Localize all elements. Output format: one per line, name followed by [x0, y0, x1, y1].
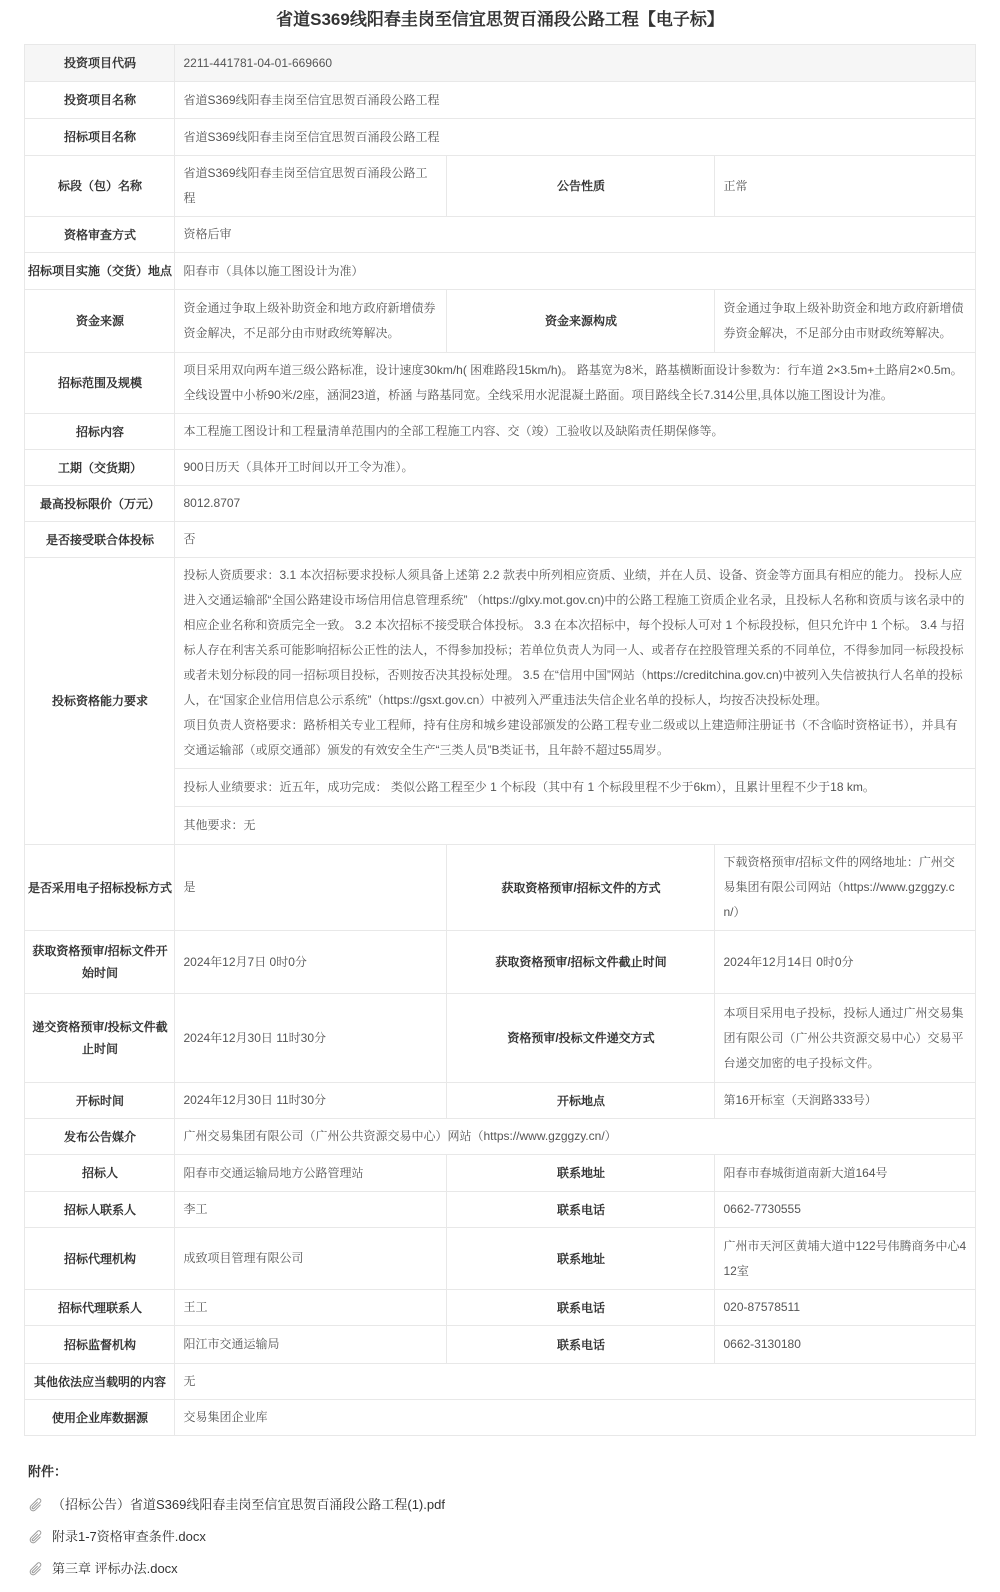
field-label: 投标资格能力要求: [25, 558, 175, 845]
field-label: 发布公告媒介: [25, 1119, 175, 1155]
row-section-name: [25, 156, 975, 217]
field-label: 递交资格预审/投标文件截止时间: [25, 994, 175, 1083]
field-value: 是: [175, 845, 447, 931]
tender-info-table: [24, 44, 975, 1436]
row-funding: [25, 290, 975, 353]
attachment-link[interactable]: 附录1-7资格审查条件.docx: [52, 1529, 206, 1544]
field-value: 900日历天（具体开工时间以开工令为准）。: [175, 450, 975, 486]
field-value: 省道S369线阳春圭岗至信宜思贺百涌段公路工程: [175, 156, 447, 217]
field-label: 标段（包）名称: [25, 156, 175, 217]
field-label: 联系地址: [447, 1228, 715, 1290]
field-label: 招标人: [25, 1155, 175, 1192]
field-value: 无: [175, 1364, 975, 1400]
qualification-paragraph: 项目负责人资格要求：路桥相关专业工程师，持有住房和城乡建设部颁发的公路工程专业二级或以上建造师注册证书（不含临时资格证书），并具有交通运输部（或原交通部）颁发的有效安全生产“三类人员”B类证书，且年龄不超过55周岁。: [183, 718, 958, 757]
field-label: 获取资格预审/招标文件开始时间: [25, 931, 175, 994]
qualification-paragraph: 投标人资质要求：3.1 本次招标要求投标人须具备上述第 2.2 款表中所列相应资质、业绩，并在人员、设备、资金等方面具有相应的能力。 投标人应进入交通运输部“全国公路建设市场信用信息管理系统” （https://glxy.mot.gov.cn)中的公路工程施工资质企业名录，且投标人名称和资质与该名录中的相应企业名称和资质完全一致。 3.2 本次招标不接受联合体投标。 3.3 在本次招标中，每个投标人可对 1 个标段投标，但只允许中 1 个标。 3.4 与招标人存在利害关系可能影响招标公正性的法人，不得参加投标；若单位负责人为同一人、或者存在控股管理关系的不同单位，不得参加同一标段投标或者未划分标段的同一招标项目投标，否则按否决其投标处理。 3.5 在“信用中国”网站（https://creditchina.gov.cn)中被列入失信被执行人名单的投标人，在“国家企业信用信息公示系统”（https://gsxt.gov.cn）中被列入严重违法失信企业名单的投标人，均按否决投标处理。: [183, 568, 965, 707]
field-label: 资金来源构成: [447, 290, 715, 353]
row-tenderer: [25, 1155, 975, 1192]
field-value: 广州市天河区黄埔大道中122号伟腾商务中心412室: [715, 1228, 975, 1290]
field-value: 投标人业绩要求：近五年，成功完成： 类似公路工程至少 1 个标段（其中有 1 个标段里程不少于6km），且累计里程不少于18 km。: [175, 769, 975, 807]
field-label: 联系电话: [447, 1192, 715, 1228]
row-agency: [25, 1228, 975, 1290]
field-value: 阳江市交通运输局: [175, 1326, 447, 1364]
field-label: 使用企业库数据源: [25, 1400, 175, 1436]
row-content: [25, 414, 975, 450]
attachments-section: [28, 1461, 1000, 1578]
row-submit-deadline: [25, 994, 975, 1083]
field-label: 联系电话: [447, 1326, 715, 1364]
field-value: 020-87578511: [715, 1290, 975, 1326]
field-label: 最高投标限价（万元）: [25, 486, 175, 522]
row-opening: [25, 1083, 975, 1119]
field-value: 0662-7730555: [715, 1192, 975, 1228]
field-label: 是否接受联合体投标: [25, 522, 175, 558]
paperclip-icon: [28, 1529, 44, 1545]
attachments-heading: 附件：: [28, 1464, 68, 1479]
field-label: 资金来源: [25, 290, 175, 353]
field-value: 其他要求：无: [175, 807, 975, 845]
field-label: 公告性质: [447, 156, 715, 217]
field-value: [175, 558, 975, 769]
field-label: 是否采用电子招标投标方式: [25, 845, 175, 931]
field-value: 第16开标室（天润路333号）: [715, 1083, 975, 1119]
field-value: 2024年12月30日 11时30分: [175, 1083, 447, 1119]
field-value: 项目采用双向两车道三级公路标准，设计速度30km/h( 困难路段15km/h)。 路基宽为8米，路基横断面设计参数为：行车道 2×3.5m+土路肩2×0.5m。全线设置中小桥90米/2座，涵洞23道，桥涵 与路基同宽。全线采用水泥混凝土路面。项目路线全长7.314公里,具体以施工图设计为准。: [175, 353, 975, 414]
field-label: 招标代理机构: [25, 1228, 175, 1290]
field-label: 招标范围及规模: [25, 353, 175, 414]
field-value: 2024年12月14日 0时0分: [715, 931, 975, 994]
field-value: 阳春市交通运输局地方公路管理站: [175, 1155, 447, 1192]
field-value: 省道S369线阳春圭岗至信宜思贺百涌段公路工程: [175, 119, 975, 156]
field-label: 获取资格预审/招标文件的方式: [447, 845, 715, 931]
field-label: 招标人联系人: [25, 1192, 175, 1228]
row-investment-code: [25, 45, 975, 82]
page-title: 省道S369线阳春圭岗至信宜思贺百涌段公路工程【电子标】: [276, 10, 724, 29]
field-value: 否: [175, 522, 975, 558]
attachment-item[interactable]: [28, 1496, 1000, 1514]
row-db-source: [25, 1400, 975, 1436]
field-value: 成致项目管理有限公司: [175, 1228, 447, 1290]
row-location: [25, 253, 975, 290]
field-value: 广州交易集团有限公司（广州公共资源交易中心）网站（https://www.gzggzy.cn/）: [175, 1119, 975, 1155]
field-label: 联系地址: [447, 1155, 715, 1192]
field-value: 0662-3130180: [715, 1326, 975, 1364]
field-label: 工期（交货期）: [25, 450, 175, 486]
field-value: 交易集团企业库: [175, 1400, 975, 1436]
field-value: 2024年12月7日 0时0分: [175, 931, 447, 994]
row-tenderer-contact: [25, 1192, 975, 1228]
paperclip-icon: [28, 1497, 44, 1513]
attachment-link[interactable]: （招标公告）省道S369线阳春圭岗至信宜思贺百涌段公路工程(1).pdf: [52, 1497, 445, 1512]
field-value: 下载资格预审/招标文件的网络地址：广州交易集团有限公司网站（https://www.gzggzy.cn/）: [715, 845, 975, 931]
row-investment-name: [25, 82, 975, 119]
attachment-item[interactable]: [28, 1560, 1000, 1578]
field-label: 获取资格预审/招标文件截止时间: [447, 931, 715, 994]
field-value: 资格后审: [175, 217, 975, 253]
row-doc-start: [25, 931, 975, 994]
row-consortium: [25, 522, 975, 558]
field-label: 招标内容: [25, 414, 175, 450]
field-label: 招标监督机构: [25, 1326, 175, 1364]
field-label: 招标项目名称: [25, 119, 175, 156]
field-value: 2211-441781-04-01-669660: [175, 45, 975, 82]
field-label: 投资项目代码: [25, 45, 175, 82]
field-value: 8012.8707: [175, 486, 975, 522]
row-qualification-method: [25, 217, 975, 253]
field-value: 资金通过争取上级补助资金和地方政府新增债券资金解决，不足部分由市财政统筹解决。: [715, 290, 975, 353]
attachment-item[interactable]: [28, 1528, 1000, 1546]
row-media: [25, 1119, 975, 1155]
field-label: 联系电话: [447, 1290, 715, 1326]
field-label: 招标项目实施（交货）地点: [25, 253, 175, 290]
field-value: 本工程施工图设计和工程量清单范围内的全部工程施工内容、交（竣）工验收以及缺陷责任期保修等。: [175, 414, 975, 450]
attachment-link[interactable]: 第三章 评标办法.docx: [52, 1561, 178, 1576]
field-value: 王工: [175, 1290, 447, 1326]
row-duration: [25, 450, 975, 486]
field-label: 资格审查方式: [25, 217, 175, 253]
field-label: 招标代理联系人: [25, 1290, 175, 1326]
field-label: 其他依法应当载明的内容: [25, 1364, 175, 1400]
field-label: 资格预审/投标文件递交方式: [447, 994, 715, 1083]
field-value: 2024年12月30日 11时30分: [175, 994, 447, 1083]
field-value: 阳春市（具体以施工图设计为准）: [175, 253, 975, 290]
field-value: 资金通过争取上级补助资金和地方政府新增债券资金解决，不足部分由市财政统筹解决。: [175, 290, 447, 353]
row-other: [25, 1364, 975, 1400]
row-e-bidding: [25, 845, 975, 931]
field-value: 正常: [715, 156, 975, 217]
paperclip-icon: [28, 1561, 44, 1577]
row-tender-project-name: [25, 119, 975, 156]
row-max-price: [25, 486, 975, 522]
row-supervisor: [25, 1326, 975, 1364]
field-label: 开标时间: [25, 1083, 175, 1119]
field-value: 省道S369线阳春圭岗至信宜思贺百涌段公路工程: [175, 82, 975, 119]
row-scope: [25, 353, 975, 414]
field-label: 开标地点: [447, 1083, 715, 1119]
field-label: 投资项目名称: [25, 82, 175, 119]
field-value: 李工: [175, 1192, 447, 1228]
row-agency-contact: [25, 1290, 975, 1326]
field-value: 阳春市春城街道南新大道164号: [715, 1155, 975, 1192]
field-value: 本项目采用电子投标，投标人通过广州交易集团有限公司（广州公共资源交易中心）交易平台递交加密的电子投标文件。: [715, 994, 975, 1083]
row-qualification-req: [25, 558, 975, 769]
